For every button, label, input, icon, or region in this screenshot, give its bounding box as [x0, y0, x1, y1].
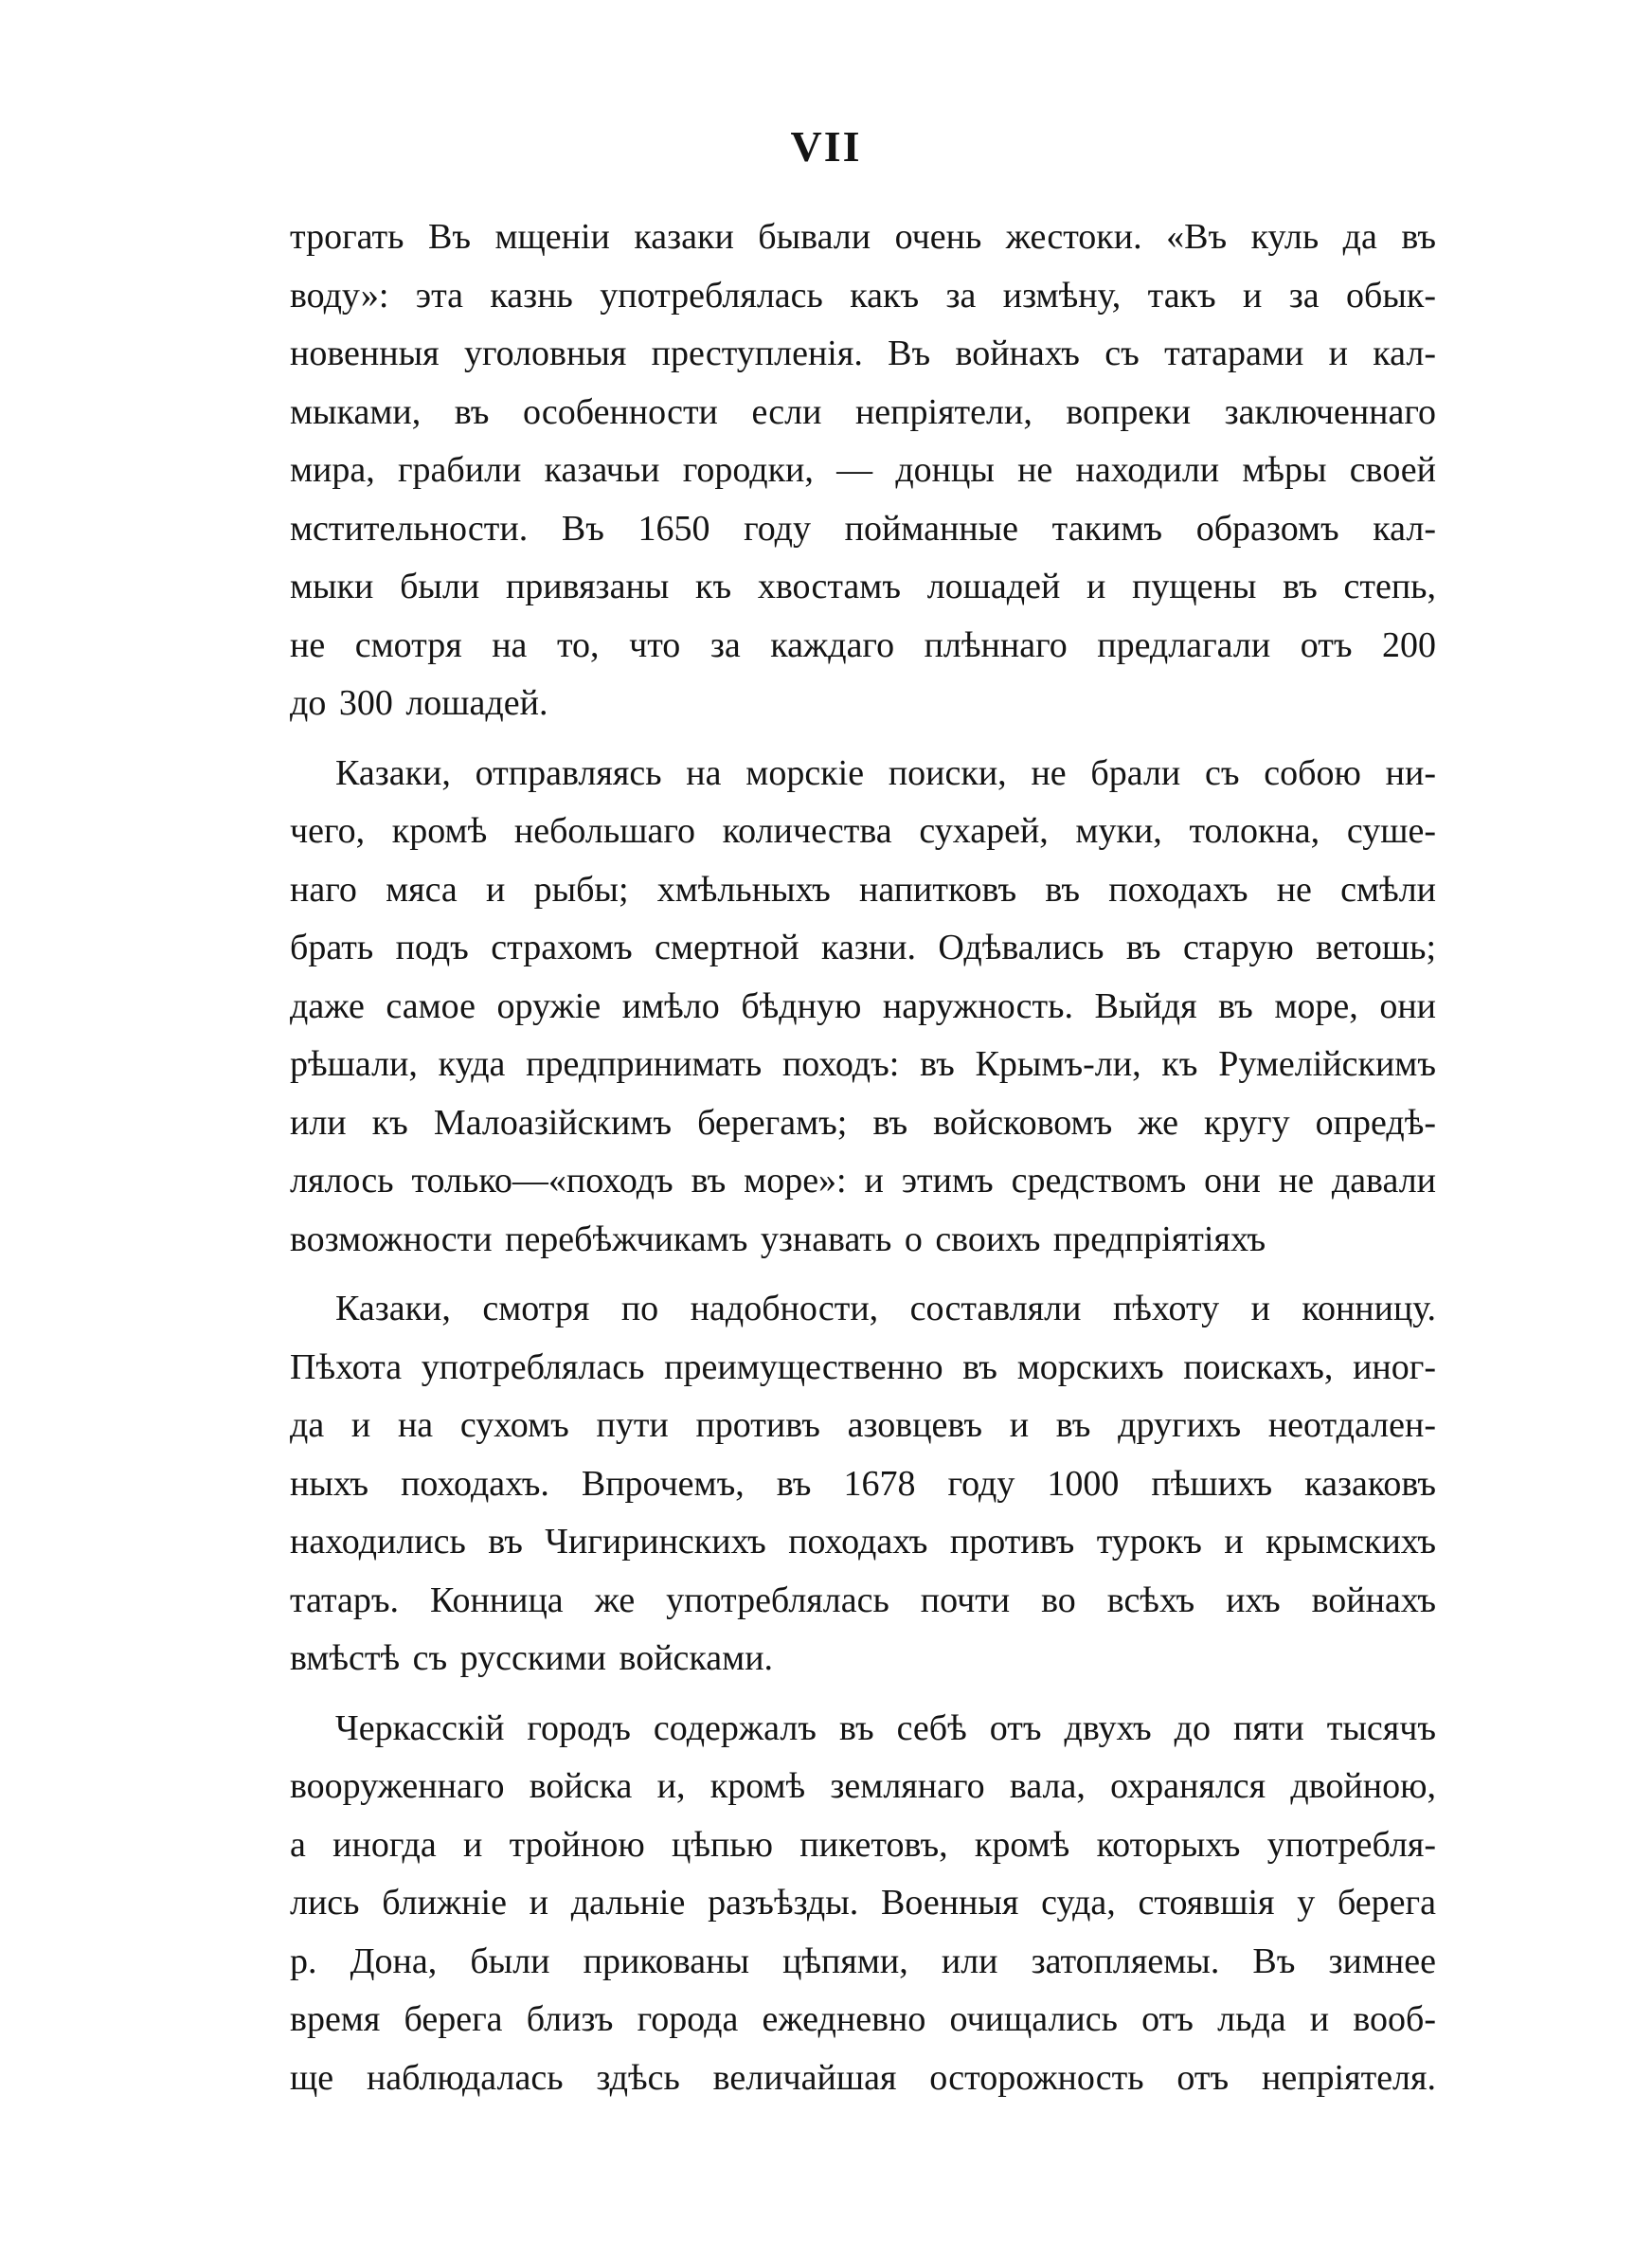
text-line: время берега близъ города ежедневно очищались отъ льда и вооб-	[290, 1999, 1436, 2039]
text-line: возможности перебѣжчикамъ узнавать о своихъ предпріятіяхъ	[290, 1219, 1266, 1259]
page-number: VII	[790, 122, 862, 171]
text-line: вооруженнаго войска и, кромѣ землянаго вала, охранялся двойною,	[290, 1766, 1436, 1806]
text-line: или къ Малоазійскимъ берегамъ; въ войсковомъ же кругу опредѣ-	[290, 1102, 1436, 1143]
text-line: чего, кромѣ небольшаго количества сухарей, муки, толокна, суше-	[290, 811, 1436, 851]
text-line: ныхъ походахъ. Впрочемъ, въ 1678 году 1000 пѣшихъ казаковъ	[290, 1463, 1436, 1504]
text-line: до 300 лошадей.	[290, 683, 548, 723]
text-line: а иногда и тройною цѣпью пикетовъ, кромѣ которыхъ употребля-	[290, 1824, 1436, 1865]
text-line: брать подъ страхомъ смертной казни. Одѣвались въ старую ветошь;	[290, 928, 1436, 967]
text-line: ще наблюдалась здѣсь величайшая осторожность отъ непріятеля.	[290, 2057, 1436, 2098]
text-line: воду»: эта казнь употреблялась какъ за измѣну, такъ и за обык-	[290, 275, 1436, 316]
text-line: мира, грабили казачьи городки, — донцы не находили мѣры своей	[290, 450, 1436, 490]
text-line: лялось только—«походъ въ море»: и этимъ средствомъ они не давали	[290, 1161, 1436, 1201]
text-line: новенныя уголовныя преступленія. Въ войнахъ съ татарами и кал-	[290, 334, 1436, 373]
text-line: не смотря на то, что за каждаго плѣннаго предлагали отъ 200	[290, 624, 1436, 665]
text-line: вмѣстѣ съ русскими войсками.	[290, 1638, 774, 1678]
text-line: Черкасскій городъ содержалъ въ себѣ отъ двухъ до пяти тысячъ	[335, 1707, 1436, 1748]
text-line: Пѣхота употреблялась преимущественно въ морскихъ поискахъ, иног-	[290, 1346, 1436, 1387]
text-line: мстительности. Въ 1650 году пойманные такимъ образомъ кал-	[290, 508, 1436, 549]
paragraph-3	[290, 1280, 1436, 1688]
text-line: рѣшали, куда предпринимать походъ: въ Крымъ-ли, къ Румелійскимъ	[290, 1044, 1436, 1084]
text-line: находились въ Чигиринскихъ походахъ противъ турокъ и крымскихъ	[290, 1522, 1436, 1562]
text-line: мыки были привязаны къ хвостамъ лошадей и пущены въ степь,	[290, 567, 1436, 606]
text-line: мыками, въ особенности если непріятели, вопреки заключеннаго	[290, 391, 1436, 432]
body-text	[290, 208, 1436, 2107]
text-line: Казаки, смотря по надобности, составляли пѣхоту и конницу.	[335, 1289, 1436, 1328]
text-line: даже самое оружіе имѣло бѣдную наружность. Выйдя въ море, они	[290, 985, 1436, 1026]
text-line: да и на сухомъ пути противъ азовцевъ и въ другихъ неотдален-	[290, 1405, 1436, 1445]
text-line: наго мяса и рыбы; хмѣльныхъ напитковъ въ походахъ не смѣли	[290, 869, 1436, 910]
text-line: татаръ. Конница же употреблялась почти во всѣхъ ихъ войнахъ	[290, 1580, 1436, 1620]
text-line: лись ближніе и дальніе разъѣзды. Военныя суда, стоявшія у берега	[290, 1883, 1436, 1923]
text-line: Казаки, отправляясь на морскіе поиски, не брали съ собою ни-	[335, 752, 1436, 793]
paragraph-4	[290, 1700, 1436, 2108]
text-line: р. Дона, были прикованы цѣпями, или затопляемы. Въ зимнее	[290, 1941, 1436, 1981]
text-line: трогать Въ мщеніи казаки бывали очень жестоки. «Въ куль да въ	[290, 217, 1436, 257]
paragraph-1	[290, 208, 1436, 733]
paragraph-2	[290, 745, 1436, 1270]
